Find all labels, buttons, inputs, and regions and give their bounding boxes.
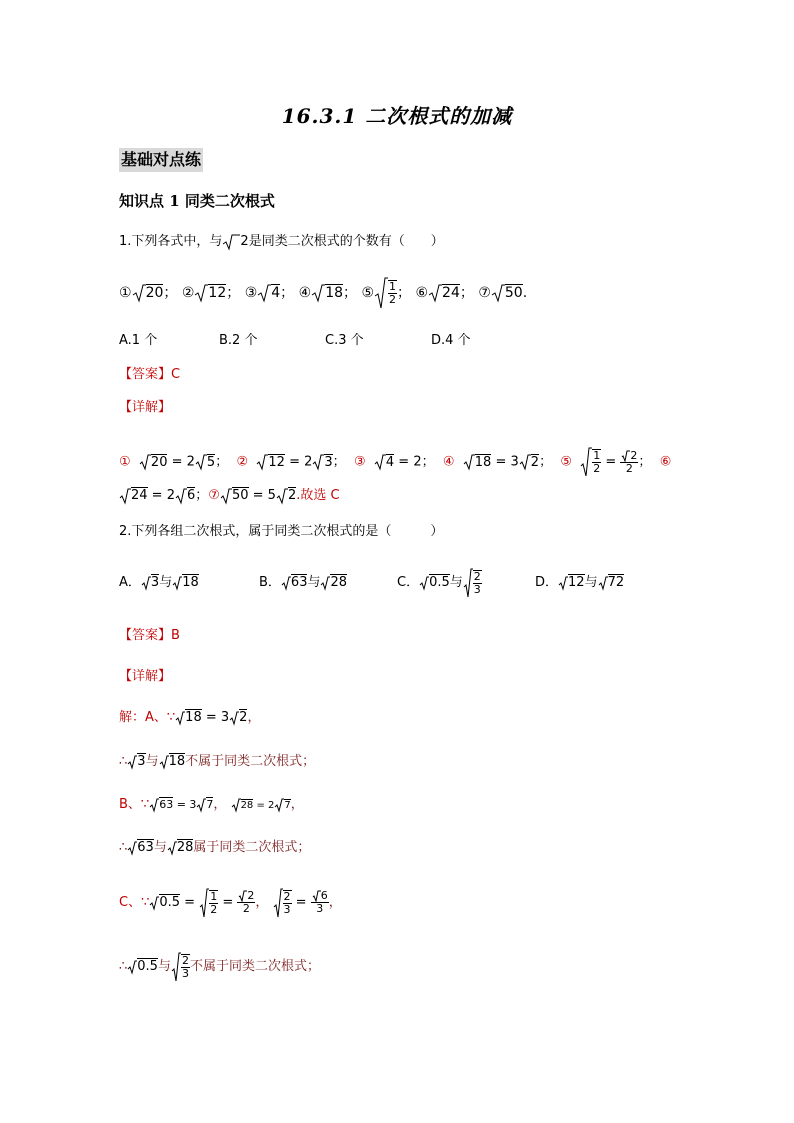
sqrt-symbol xyxy=(132,283,146,303)
conclusion: 属于同类二次根式； xyxy=(193,840,311,855)
question-1-answer xyxy=(119,365,180,385)
option-c xyxy=(397,566,535,600)
item-mark: ⑦ xyxy=(208,488,220,503)
denominator: 3 xyxy=(316,902,324,915)
radicand: 63 xyxy=(159,798,174,811)
sqrt-symbol xyxy=(127,754,137,770)
coefficient: 2 xyxy=(304,454,313,470)
numerator: 2 xyxy=(473,569,481,583)
question-1-stem xyxy=(119,232,444,252)
fraction xyxy=(620,450,638,475)
sqrt-symbol xyxy=(281,575,291,591)
coefficient: 3 xyxy=(189,798,197,811)
radicand: 3 xyxy=(150,575,160,590)
sqrt-symbol xyxy=(580,446,592,478)
therefore-symbol: ∴ xyxy=(119,840,128,855)
radicand: 28 xyxy=(330,575,348,590)
denominator: 2 xyxy=(242,902,250,915)
answer-label: 【答案】 xyxy=(119,628,172,643)
sqrt-symbol xyxy=(256,453,268,471)
radicand: 18 xyxy=(325,285,344,301)
numerator: 2 xyxy=(283,889,291,903)
item-mark: ① xyxy=(119,285,132,301)
sqrt-symbol xyxy=(312,890,321,902)
option-d: D.4 个 xyxy=(431,333,471,348)
sqrt-symbol xyxy=(159,754,169,770)
numerator: 1 xyxy=(593,449,601,462)
sqrt-symbol xyxy=(175,710,185,726)
question-2-stem: 2.下列各组二次根式，属于同类二次根式的是（ ） xyxy=(119,524,444,539)
conclusion: 不属于同类二次根式； xyxy=(185,754,316,769)
fraction xyxy=(237,890,255,915)
item-mark: ⑥ xyxy=(415,285,429,301)
conjunction: 与 xyxy=(153,840,167,855)
radicand: 12 xyxy=(208,285,227,301)
sqrt-symbol xyxy=(419,575,429,591)
radicand: 4 xyxy=(271,285,281,301)
question-2-detail-line-6 xyxy=(119,950,320,984)
item-mark: ② xyxy=(236,454,249,470)
therefore-symbol: ∴ xyxy=(119,754,128,769)
answer-value: B xyxy=(171,628,180,643)
sqrt-symbol xyxy=(598,575,608,591)
therefore-symbol: ∴ xyxy=(119,959,128,974)
sqrt-symbol xyxy=(149,797,159,813)
coefficient: 2 xyxy=(186,454,195,470)
sqrt-symbol xyxy=(171,951,181,983)
sqrt-symbol xyxy=(257,283,271,303)
question-2-detail-line-4 xyxy=(119,838,310,858)
question-1-detail-label: 【详解】 xyxy=(119,400,172,415)
radicand: 2 xyxy=(239,710,248,725)
radicand: 72 xyxy=(607,575,625,590)
sqrt-symbol xyxy=(220,487,232,505)
sqrt-symbol xyxy=(428,283,442,303)
knowledge-point-heading: 知识点 1 同类二次根式 xyxy=(119,192,275,210)
radicand: 20 xyxy=(150,454,168,470)
question-2-detail-label: 【详解】 xyxy=(119,669,172,684)
conjunction: 与 xyxy=(159,575,173,590)
radicand: 2 xyxy=(240,234,249,249)
sqrt-symbol xyxy=(320,575,330,591)
option-a xyxy=(119,566,259,600)
option-label: D． xyxy=(535,575,559,590)
answer-label: 【答案】 xyxy=(119,367,172,382)
coefficient: 3 xyxy=(220,710,230,725)
radicand: 6 xyxy=(320,889,328,902)
step-text: C、∵ xyxy=(119,895,150,910)
stem-text: 是同类二次根式的个数有（ ） xyxy=(248,234,444,249)
item-mark: ⑦ xyxy=(478,285,491,301)
coefficient: 2 xyxy=(413,454,422,470)
radicand: 18 xyxy=(185,710,202,725)
item-mark: ⑤ xyxy=(560,454,572,470)
sqrt-symbol xyxy=(519,453,531,471)
sqrt-symbol xyxy=(463,453,475,471)
sqrt-symbol xyxy=(196,797,206,813)
sqrt-symbol xyxy=(231,797,241,813)
numerator: 2 xyxy=(181,953,189,967)
radicand: 7 xyxy=(206,798,214,811)
radicand: 18 xyxy=(474,454,492,470)
coefficient: 2 xyxy=(268,800,275,811)
sqrt-symbol xyxy=(175,487,187,505)
radicand: 12 xyxy=(268,454,285,470)
denominator: 3 xyxy=(283,902,291,916)
option-label: C． xyxy=(397,575,420,590)
fraction xyxy=(283,890,292,916)
radicand: 0.5 xyxy=(429,575,450,590)
radicand: 3 xyxy=(324,454,333,470)
radicand: 63 xyxy=(137,840,154,855)
question-2-detail-line-5: C、∵ 0.5 = $\frac{1}{2}$ = $\frac{2}{2}$ ， $\frac{2}{3}$ = $\frac{6}{3}$ ， xyxy=(119,886,342,920)
sqrt-symbol xyxy=(139,453,151,471)
fraction xyxy=(311,890,329,915)
radicand: 28 xyxy=(176,840,194,855)
conjunction: 与 xyxy=(145,754,159,769)
numerator xyxy=(620,450,638,463)
coefficient: 5 xyxy=(267,488,276,503)
sqrt-symbol xyxy=(141,575,151,591)
conjunction: 与 xyxy=(449,575,463,590)
conjunction: 与 xyxy=(584,575,598,590)
fraction xyxy=(388,280,397,306)
question-1-items: ① 20； ② 12； ③ 4； ④ 18； ⑤ $\frac{1}{2}$ ； ⑥ 24； ⑦ 50. xyxy=(119,276,527,310)
denominator: 3 xyxy=(473,582,481,596)
sqrt-symbol xyxy=(273,887,283,919)
fraction xyxy=(209,890,218,916)
conclusion: .故选 C xyxy=(296,488,340,503)
radicand: 3 xyxy=(137,754,146,769)
fraction xyxy=(473,570,482,596)
denominator: 2 xyxy=(389,293,397,306)
coefficient: 3 xyxy=(510,454,519,470)
sqrt-symbol xyxy=(229,710,239,726)
step-text: B、∵ xyxy=(119,797,150,812)
radicand: 18 xyxy=(182,575,199,590)
option-b xyxy=(259,566,397,600)
denominator: 2 xyxy=(210,902,218,916)
fraction xyxy=(592,449,601,475)
sqrt-symbol xyxy=(119,487,131,505)
option-c: C.3 个 xyxy=(325,333,364,348)
sqrt-symbol xyxy=(167,840,177,856)
sqrt-symbol xyxy=(194,283,208,303)
conjunction: 与 xyxy=(307,575,321,590)
radicand: 5 xyxy=(206,454,216,470)
stem-text: 1.下列各式中，与 xyxy=(119,234,223,249)
fraction xyxy=(181,954,190,980)
question-2-options xyxy=(119,566,624,600)
question-2-detail-line-3: B、∵ 63 = 3 7， 28 = 2 7， xyxy=(119,797,304,812)
coefficient: 2 xyxy=(166,488,175,503)
numerator: 1 xyxy=(389,280,397,293)
radicand: 63 xyxy=(290,575,308,590)
radicand: 28 xyxy=(240,800,254,811)
sqrt-symbol xyxy=(374,276,388,310)
item-mark: ③ xyxy=(244,285,258,301)
radicand: 2 xyxy=(287,488,297,503)
sqrt-symbol xyxy=(172,575,182,591)
radicand: 0.5 xyxy=(137,959,158,974)
radicand: 20 xyxy=(145,285,164,301)
radicand: 4 xyxy=(385,454,395,470)
radicand: 24 xyxy=(131,488,148,503)
sqrt-symbol xyxy=(274,797,284,813)
radicand: 2 xyxy=(247,889,255,902)
question-1-options xyxy=(119,331,471,351)
question-2-answer xyxy=(119,626,180,646)
sqrt-symbol xyxy=(127,840,137,856)
radicand: 0.5 xyxy=(159,895,181,910)
section-heading: 基础对点练 xyxy=(119,148,203,172)
sqrt-symbol xyxy=(127,959,137,975)
radicand: 2 xyxy=(630,448,638,462)
sqrt-symbol xyxy=(195,453,207,471)
item-mark: ④ xyxy=(298,285,312,301)
radicand: 12 xyxy=(568,575,585,590)
item-mark: ⑥ xyxy=(659,454,672,470)
item-mark: ③ xyxy=(353,454,366,470)
step-text: 解：A、∵ xyxy=(119,710,176,725)
sqrt-symbol xyxy=(558,575,568,591)
item-mark: ① xyxy=(119,454,131,470)
question-2-detail-line-1: 解：A、∵ 18 = 3 2， xyxy=(119,710,261,725)
radicand: 2 xyxy=(530,454,540,470)
sqrt-symbol xyxy=(491,283,505,303)
radicand: 7 xyxy=(284,800,291,811)
page-title: 16.3.1 二次根式的加减 xyxy=(281,104,513,128)
denominator: 3 xyxy=(181,966,189,980)
option-b: B.2 个 xyxy=(219,333,258,348)
item-mark: ⑤ xyxy=(361,285,375,301)
item-mark: ② xyxy=(181,285,195,301)
denominator: 2 xyxy=(625,461,633,475)
sqrt-symbol xyxy=(149,895,159,911)
conjunction: 与 xyxy=(157,959,171,974)
option-d xyxy=(535,566,624,600)
radicand: 50 xyxy=(504,285,523,301)
conclusion: 不属于同类二次根式； xyxy=(189,959,320,974)
question-1-detail-line-1: ① 20 = 2 5； ② 12 = 2 3； ③ 4 = 2； ④ 18 = 3 2； ⑤ $\frac{1}{2}$ = $\frac{2}{2}$ ； ⑥ xyxy=(119,446,671,478)
question-2-detail-line-2 xyxy=(119,752,315,772)
question-1-detail-line-2: 24 = 2 6；⑦ 50 = 5 2.故选 C xyxy=(119,485,340,507)
radicand: 24 xyxy=(442,285,460,301)
sqrt-symbol xyxy=(312,453,324,471)
sqrt-symbol xyxy=(311,283,325,303)
sqrt-symbol xyxy=(199,887,209,919)
sqrt-symbol xyxy=(374,453,386,471)
radicand: 18 xyxy=(168,754,186,769)
radicand: 6 xyxy=(187,488,196,503)
sqrt-symbol xyxy=(222,233,240,251)
answer-value: C xyxy=(171,367,181,382)
item-mark: ④ xyxy=(442,454,455,470)
option-label: B． xyxy=(259,575,281,590)
sqrt-symbol xyxy=(463,567,473,599)
numerator: 1 xyxy=(210,889,218,903)
option-a: A.1 个 xyxy=(119,333,158,348)
radicand: 50 xyxy=(231,488,249,503)
sqrt-symbol xyxy=(276,487,288,505)
option-label: A． xyxy=(119,575,141,590)
denominator: 2 xyxy=(593,462,601,475)
